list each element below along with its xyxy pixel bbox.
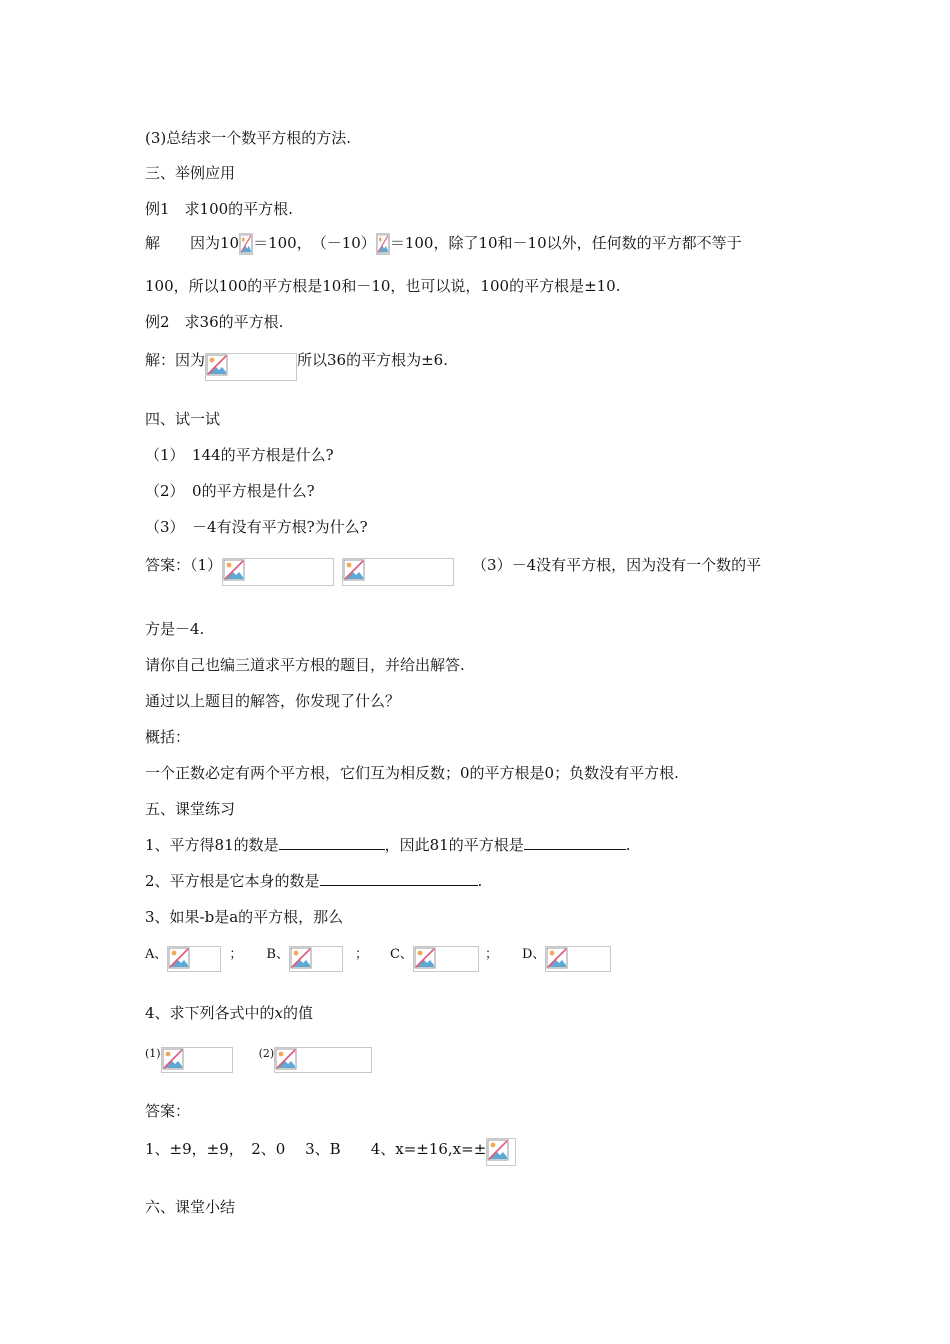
- example-1-solution-line1: [145, 233, 742, 255]
- option-c-label: C、: [389, 947, 413, 962]
- question-text-b: ，因此81的平方根是: [384, 836, 524, 854]
- section-heading-summary: 六、课堂小结: [145, 1198, 236, 1216]
- prompt-discovery: 通过以上题目的解答，你发现了什么？: [145, 692, 401, 710]
- try-question-3: （3） －4有没有平方根?为什么?: [145, 518, 368, 536]
- part-2-label: (2): [258, 1047, 275, 1060]
- answer-label: 答案：（1）: [145, 556, 223, 574]
- answer-blank: [279, 835, 385, 850]
- option-separator: ；: [484, 947, 498, 962]
- broken-image-icon: [274, 1047, 372, 1073]
- question-text-c: 的值: [283, 1004, 314, 1022]
- broken-image-icon: [413, 946, 479, 972]
- variable-x: x: [274, 1004, 284, 1022]
- section-heading-practice: 五、课堂练习: [145, 800, 236, 818]
- prompt-create-questions: 请你自己也编三道求平方根的题目，并给出解答.: [145, 656, 465, 674]
- try-question-1: （1） 144的平方根是什么?: [145, 446, 334, 464]
- example-1-question: 例1 求100的平方根.: [145, 200, 293, 218]
- option-b-label: B、: [266, 947, 289, 962]
- section-heading-try: 四、试一试: [145, 410, 221, 428]
- broken-image-icon: [205, 353, 297, 381]
- option-separator: ；: [354, 947, 368, 962]
- answer-text-3: （3）－4没有平方根，因为没有一个数的平: [472, 556, 762, 574]
- example-2-solution: [145, 350, 448, 381]
- question-text-a: 1、平方得81的数是: [145, 836, 279, 854]
- practice-answers-label: 答案：: [145, 1102, 191, 1120]
- answers-text: 1、±9，±9， 2、0 3、B 4、x=±16,x=±: [145, 1140, 487, 1158]
- broken-image-icon: [167, 946, 221, 972]
- practice-question-1: [145, 835, 631, 855]
- example-1-solution-line2: 100，所以100的平方根是10和－10，也可以说，100的平方根是±10.: [145, 277, 621, 295]
- example-2-question: 例2 求36的平方根.: [145, 313, 284, 331]
- question-text-b: .: [477, 872, 483, 890]
- practice-question-4: [145, 1003, 313, 1023]
- answer-blank: [524, 835, 626, 850]
- option-d-label: D、: [521, 947, 546, 962]
- solution-text-a: 解 因为10: [145, 234, 240, 252]
- broken-image-icon: [376, 233, 390, 255]
- question-text-a: 2、平方根是它本身的数是: [145, 872, 320, 890]
- broken-image-icon: [545, 946, 611, 972]
- broken-image-icon: [486, 1138, 516, 1166]
- method-summary-line: (3)总结求一个数平方根的方法.: [145, 129, 352, 147]
- summary-label: 概括：: [145, 728, 191, 746]
- question-text-c: .: [625, 836, 631, 854]
- try-question-2: （2） 0的平方根是什么?: [145, 482, 315, 500]
- try-answers-line1: [145, 555, 761, 586]
- broken-image-icon: [161, 1047, 233, 1073]
- solution-text-c: ＝100，除了10和－10以外，任何数的平方都不等于: [389, 234, 742, 252]
- solution-text-a: 解：因为: [145, 351, 206, 369]
- practice-question-3: 3、如果-b是a的平方根，那么: [145, 908, 344, 926]
- practice-question-2: [145, 871, 482, 891]
- broken-image-icon: [289, 946, 343, 972]
- answer-blank: [320, 871, 478, 886]
- broken-image-icon: [342, 558, 454, 586]
- practice-question-3-options: [145, 945, 611, 972]
- section-heading-examples: 三、举例应用: [145, 164, 236, 182]
- part-1-label: (1): [145, 1047, 161, 1060]
- question-text-a: 4、求下列各式中的: [145, 1004, 275, 1022]
- practice-answers: [145, 1138, 516, 1166]
- broken-image-icon: [239, 233, 253, 255]
- try-answers-line2: 方是－4.: [145, 620, 205, 638]
- practice-question-4-parts: [145, 1044, 372, 1073]
- solution-text-b: 所以36的平方根为±6.: [297, 351, 448, 369]
- solution-text-b: ＝100， （－10）: [253, 234, 376, 252]
- broken-image-icon: [222, 558, 334, 586]
- option-a-label: A、: [145, 947, 168, 962]
- summary-statement: 一个正数必定有两个平方根，它们互为相反数；0的平方根是0；负数没有平方根.: [145, 764, 679, 782]
- option-separator: ；: [229, 947, 243, 962]
